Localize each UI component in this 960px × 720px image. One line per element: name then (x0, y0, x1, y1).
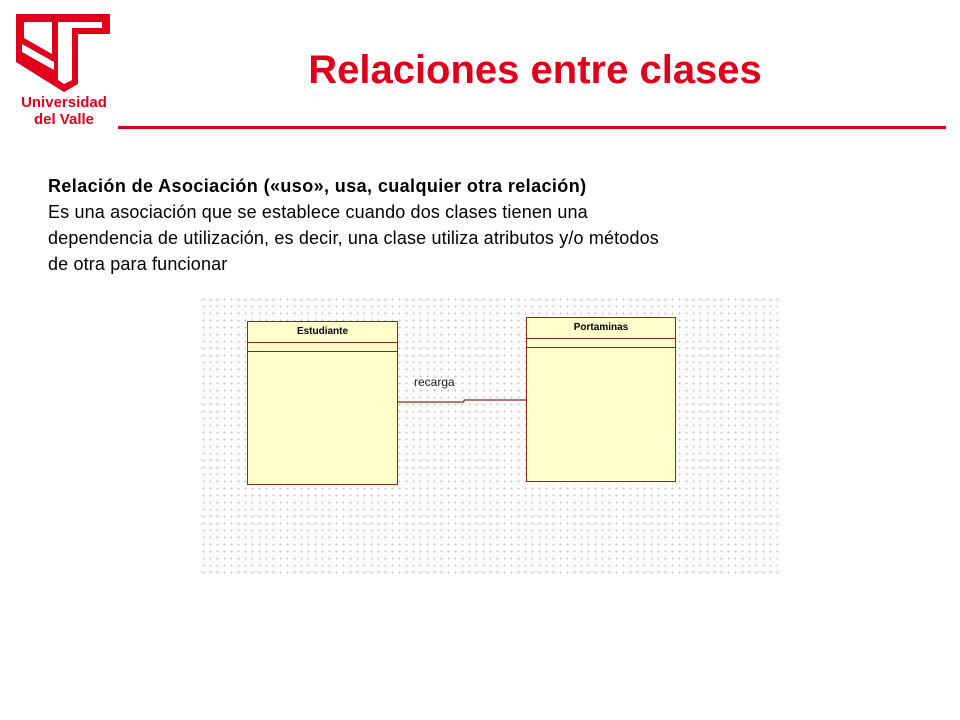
class-name: Estudiante (248, 322, 397, 343)
class-attributes-compartment (527, 339, 675, 348)
logo-name-line2: del Valle (33, 111, 95, 128)
class-estudiante[interactable] (247, 321, 398, 485)
university-shield-icon (12, 10, 116, 94)
title-divider (118, 126, 946, 129)
class-portaminas[interactable] (526, 317, 676, 482)
uml-class-diagram (200, 296, 778, 578)
logo-name-line1: Universidad (21, 94, 107, 111)
description-line-1: Es una asociación que se establece cuando dos clases tienen una (48, 202, 588, 222)
class-name: Portaminas (527, 318, 675, 339)
association-label: recarga (414, 375, 455, 389)
class-attributes-compartment (248, 343, 397, 352)
university-logo (12, 10, 116, 126)
slide-title: Relaciones entre clases (308, 48, 762, 92)
slide-body (48, 173, 868, 277)
description-line-2: dependencia de utilización, es decir, una clase utiliza atributos y/o métodos (48, 228, 659, 248)
description-line-3: de otra para funcionar (48, 254, 228, 274)
relation-heading: Relación de Asociación («uso», usa, cualquier otra relación) (48, 176, 587, 196)
